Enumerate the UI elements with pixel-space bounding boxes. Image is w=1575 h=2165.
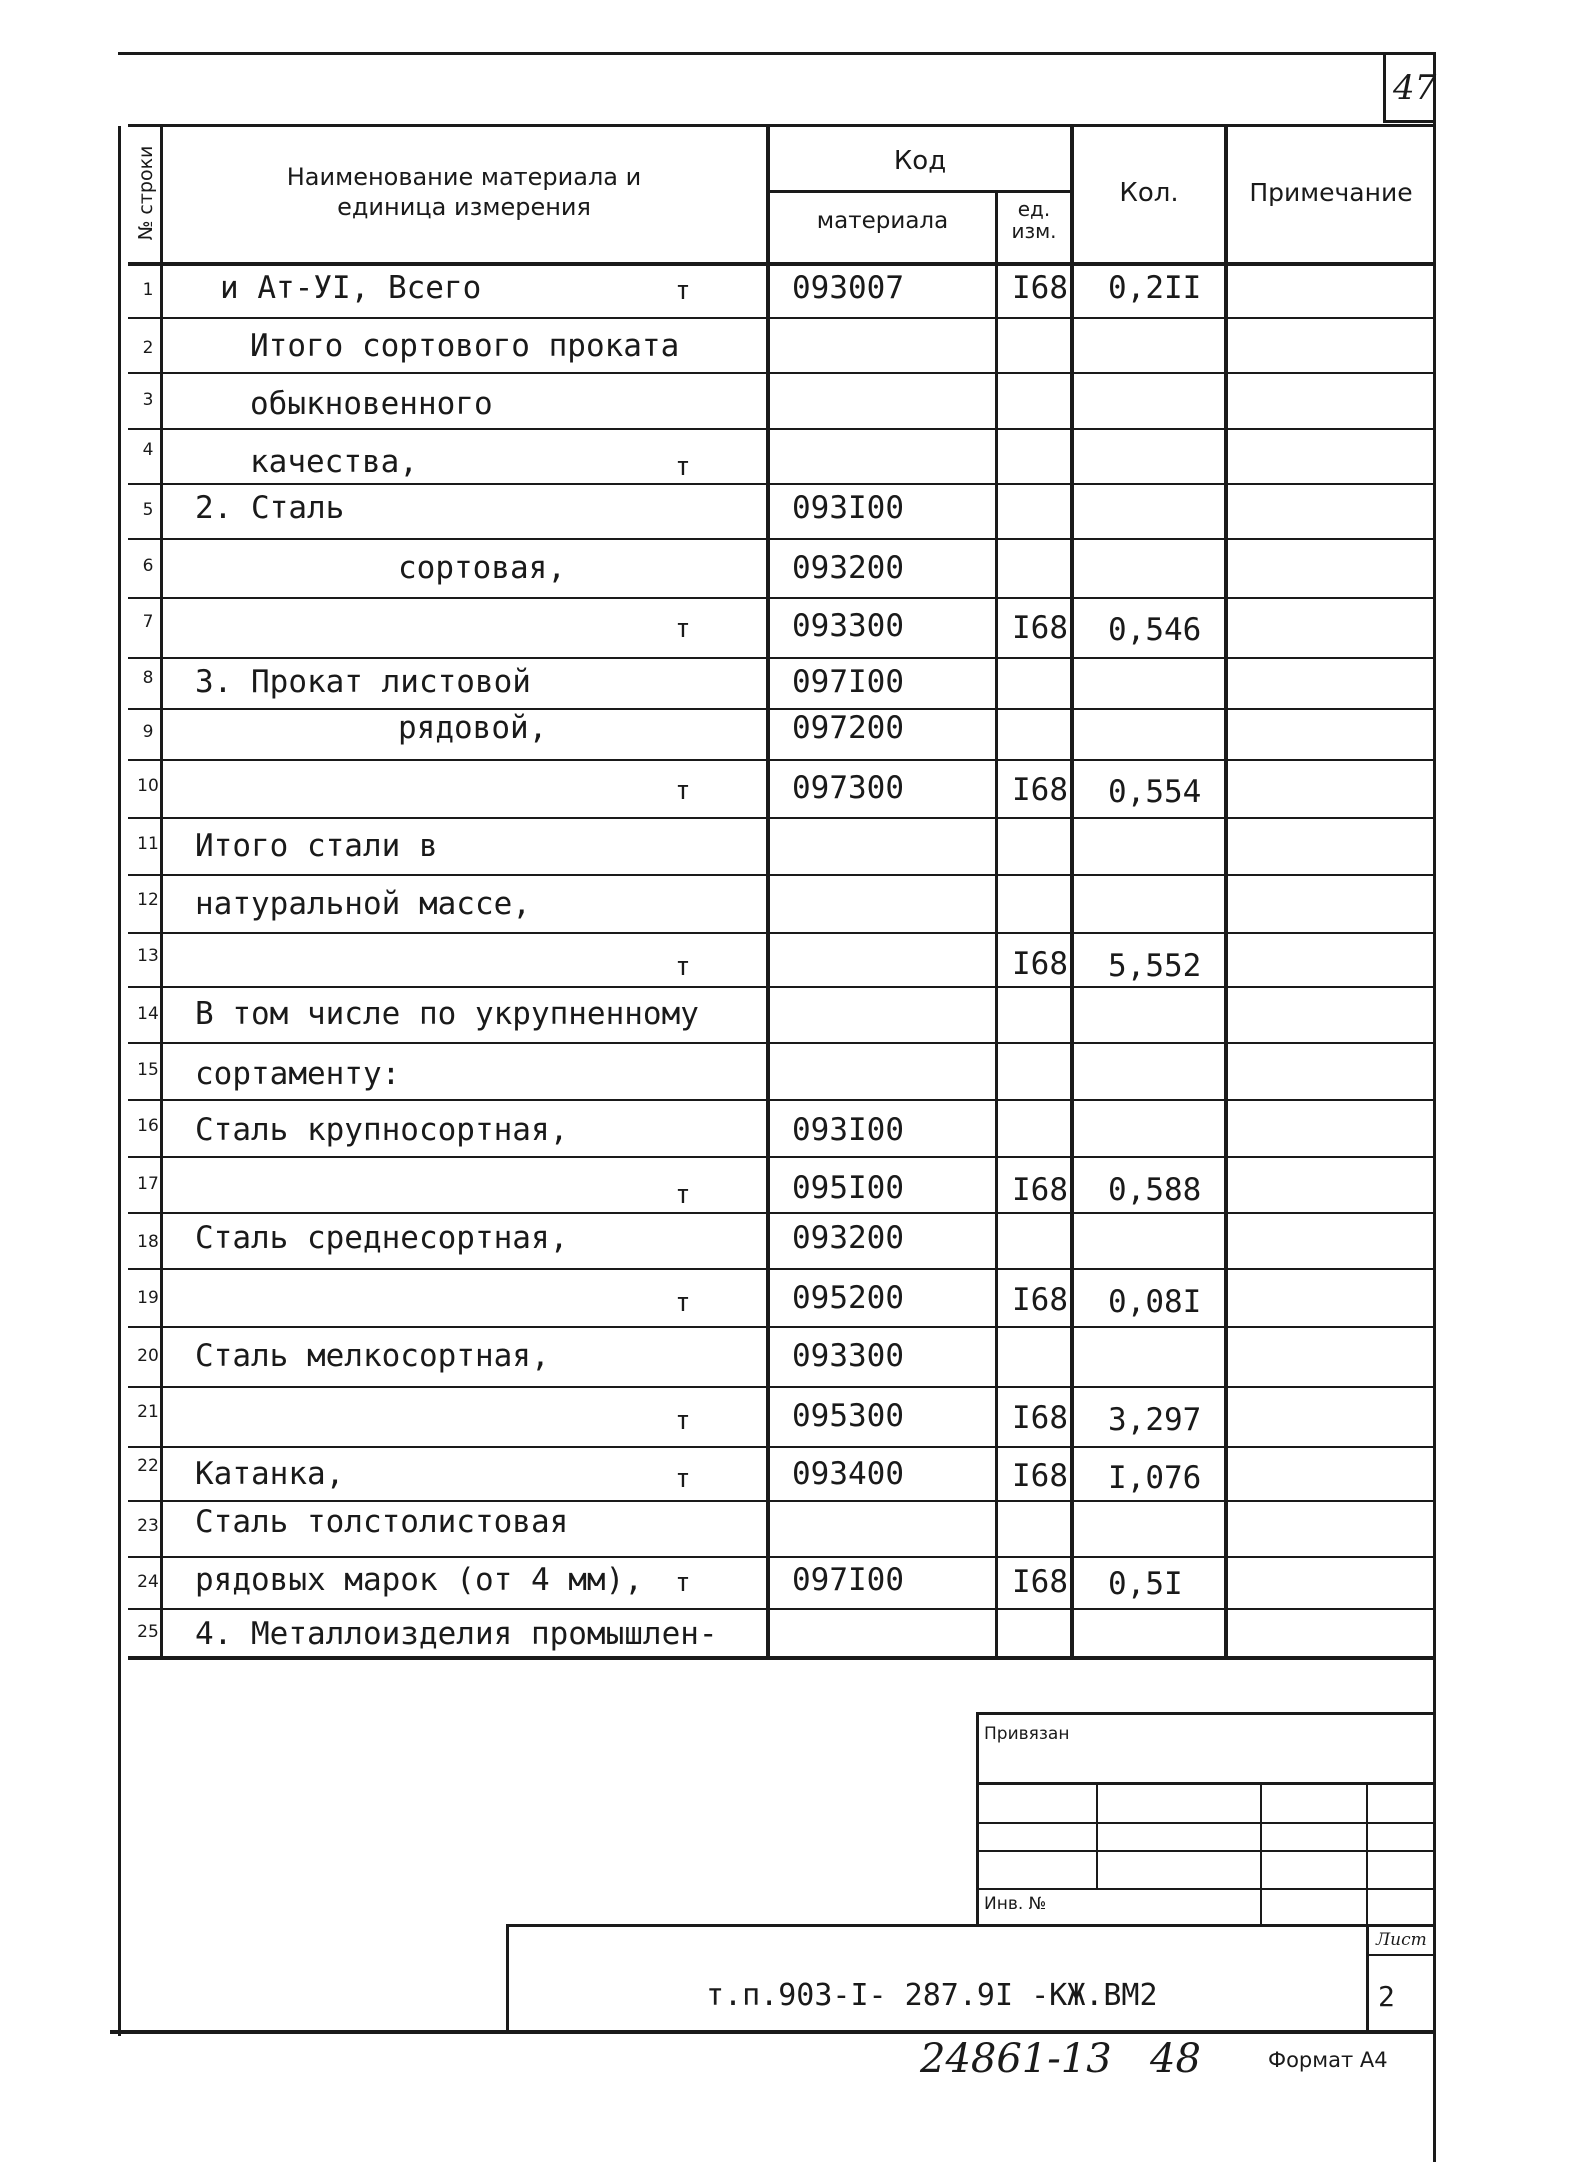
material-code: 097I00: [792, 664, 904, 700]
material-code: 097I00: [792, 1562, 904, 1598]
material-name: Итого сортового проката: [250, 328, 680, 364]
row-number: 10: [137, 776, 159, 796]
material-code: 093I00: [792, 1112, 904, 1148]
row-number: 4: [142, 440, 154, 460]
unit-column-divider: [995, 192, 998, 1658]
handwritten-page: 48: [1150, 2036, 1201, 2082]
unit-code: I68: [1012, 1564, 1068, 1600]
unit-header-line1: ед.: [1017, 197, 1051, 221]
material-code: 093200: [792, 1220, 904, 1256]
row-number: 25: [137, 1622, 159, 1642]
unit-t: т: [675, 452, 691, 482]
stamp-grid-v2: [1260, 1782, 1262, 1926]
row-number: 5: [142, 500, 154, 520]
quantity: 0,2II: [1108, 270, 1202, 306]
row-number: 1: [142, 280, 154, 300]
material-name: Итого стали в: [195, 828, 438, 864]
material-code: 097300: [792, 770, 904, 806]
name-header: [164, 162, 764, 222]
corner-box-left: [1383, 52, 1386, 122]
material-code: 095200: [792, 1280, 904, 1316]
note-header: Примечание: [1249, 178, 1413, 207]
name-header-line1: Наименование материала и: [286, 163, 642, 191]
unit-t: т: [675, 1464, 691, 1494]
sheet-label: Лист: [1376, 1930, 1427, 1950]
unit-header: [998, 198, 1070, 242]
stamp-grid-v1: [1096, 1782, 1098, 1890]
right-frame-line: [1433, 52, 1436, 2162]
material-code: 093400: [792, 1456, 904, 1492]
row-number: 3: [142, 390, 154, 410]
row-number: 17: [137, 1174, 159, 1194]
title-block-bottom: [110, 2030, 1436, 2034]
material-code: 093007: [792, 270, 904, 306]
row-number: 16: [137, 1116, 159, 1136]
material-name: натуральной массе,: [195, 886, 531, 922]
row-number: 9: [142, 722, 154, 742]
stamp-bound-left: [976, 1712, 979, 1926]
row-number: 19: [137, 1288, 159, 1308]
sheet-box-split: [1366, 1954, 1436, 1956]
unit-t: т: [675, 1406, 691, 1436]
quantity: 5,552: [1108, 948, 1202, 984]
row-number: 13: [137, 946, 159, 966]
unit-header-line2: изм.: [1011, 219, 1057, 243]
row-number-header: [130, 124, 162, 262]
material-name: Сталь толстолистовая: [195, 1504, 569, 1540]
table-bottom-line: [128, 1656, 1434, 1660]
stamp-bound-top: [976, 1712, 1436, 1715]
material-name: и Ат-УI, Всего: [220, 270, 482, 306]
material-name: сортовая,: [398, 550, 566, 586]
material-name: 3. Прокат листовой: [195, 664, 531, 700]
row-number: 14: [137, 1004, 159, 1024]
quantity: 0,588: [1108, 1172, 1202, 1208]
sheet-value: 2: [1378, 1980, 1395, 2013]
material-code: 093I00: [792, 490, 904, 526]
material-name: 4. Металлоизделия промышлен-: [195, 1616, 718, 1652]
row-number: 20: [137, 1346, 159, 1366]
material-name: Сталь крупносортная,: [195, 1112, 569, 1148]
quantity: 0,554: [1108, 774, 1202, 810]
quantity: 0,546: [1108, 612, 1202, 648]
material-code: 095I00: [792, 1170, 904, 1206]
code-column-divider: [766, 124, 770, 1658]
sheet-box-left: [1366, 1924, 1369, 2032]
format-label: Формат А4: [1268, 2048, 1388, 2072]
quantity: 0,08I: [1108, 1284, 1202, 1320]
quantity: I,076: [1108, 1460, 1202, 1496]
qty-header: Кол.: [1119, 178, 1179, 208]
bound-label: Привязан: [984, 1724, 1070, 1744]
material-code: 095300: [792, 1398, 904, 1434]
unit-t: т: [675, 614, 691, 644]
row-number: 21: [137, 1402, 159, 1422]
unit-code: I68: [1012, 1282, 1068, 1318]
stamp-grid-v3: [1366, 1782, 1368, 1926]
qty-column-divider: [1070, 124, 1074, 1658]
row-number: 24: [137, 1572, 159, 1592]
material-name: рядовых марок (от 4 мм),: [195, 1562, 643, 1598]
unit-t: т: [675, 1568, 691, 1598]
material-name: обыкновенного: [250, 386, 493, 422]
material-name: сортаменту:: [195, 1056, 401, 1092]
unit-t: т: [675, 776, 691, 806]
unit-code: I68: [1012, 1400, 1068, 1436]
row-number-header-text: № строки: [135, 145, 157, 241]
unit-t: т: [675, 1288, 691, 1318]
material-code: 093300: [792, 608, 904, 644]
unit-code: I68: [1012, 1172, 1068, 1208]
unit-t: т: [675, 1180, 691, 1210]
corner-page-number: 47: [1393, 68, 1437, 108]
row-number: 23: [137, 1516, 159, 1536]
row-number: 22: [137, 1456, 159, 1476]
title-block-top: [506, 1924, 1436, 1927]
material-code: 093200: [792, 550, 904, 586]
document-code: т.п.903-I- 287.9I -КЖ.ВМ2: [706, 1978, 1158, 2013]
material-code: 093300: [792, 1338, 904, 1374]
header-bottom-line: [128, 262, 1434, 266]
unit-code: I68: [1012, 1458, 1068, 1494]
unit-code: I68: [1012, 270, 1068, 306]
row-number: 6: [142, 556, 154, 576]
material-name: 2. Сталь: [195, 490, 345, 526]
unit-t: т: [675, 276, 691, 306]
material-name: рядовой,: [398, 710, 548, 746]
inv-label: Инв. №: [984, 1894, 1047, 1914]
row-number: 18: [137, 1232, 159, 1252]
row-number: 7: [142, 612, 154, 632]
row-number: 11: [137, 834, 159, 854]
quantity: 0,5I: [1108, 1566, 1183, 1602]
material-header: материала: [816, 208, 949, 234]
note-column-divider: [1224, 124, 1228, 1658]
row-number: 12: [137, 890, 159, 910]
name-header-line2: единица измерения: [337, 193, 591, 221]
unit-code: I68: [1012, 610, 1068, 646]
code-header-split: [766, 190, 1072, 193]
code-header: Код: [893, 146, 947, 176]
unit-code: I68: [1012, 946, 1068, 982]
top-frame-line: [118, 52, 1436, 55]
material-name: Сталь среднесортная,: [195, 1220, 569, 1256]
material-name: качества,: [250, 444, 418, 480]
left-frame-line: [118, 126, 121, 2036]
material-name: Сталь мелкосортная,: [195, 1338, 550, 1374]
row-number: 2: [142, 338, 154, 358]
unit-code: I68: [1012, 772, 1068, 808]
title-block-left: [506, 1924, 509, 2032]
unit-t: т: [675, 952, 691, 982]
quantity: 3,297: [1108, 1402, 1202, 1438]
material-name: В том числе по укрупненному: [195, 996, 699, 1032]
corner-box-bottom: [1383, 120, 1436, 123]
handwritten-number: 24861-13: [920, 2036, 1112, 2082]
table-top-line: [128, 124, 1434, 127]
material-code: 097200: [792, 710, 904, 746]
row-number: 8: [142, 668, 154, 688]
row-number: 15: [137, 1060, 159, 1080]
material-name: Катанка,: [195, 1456, 345, 1492]
